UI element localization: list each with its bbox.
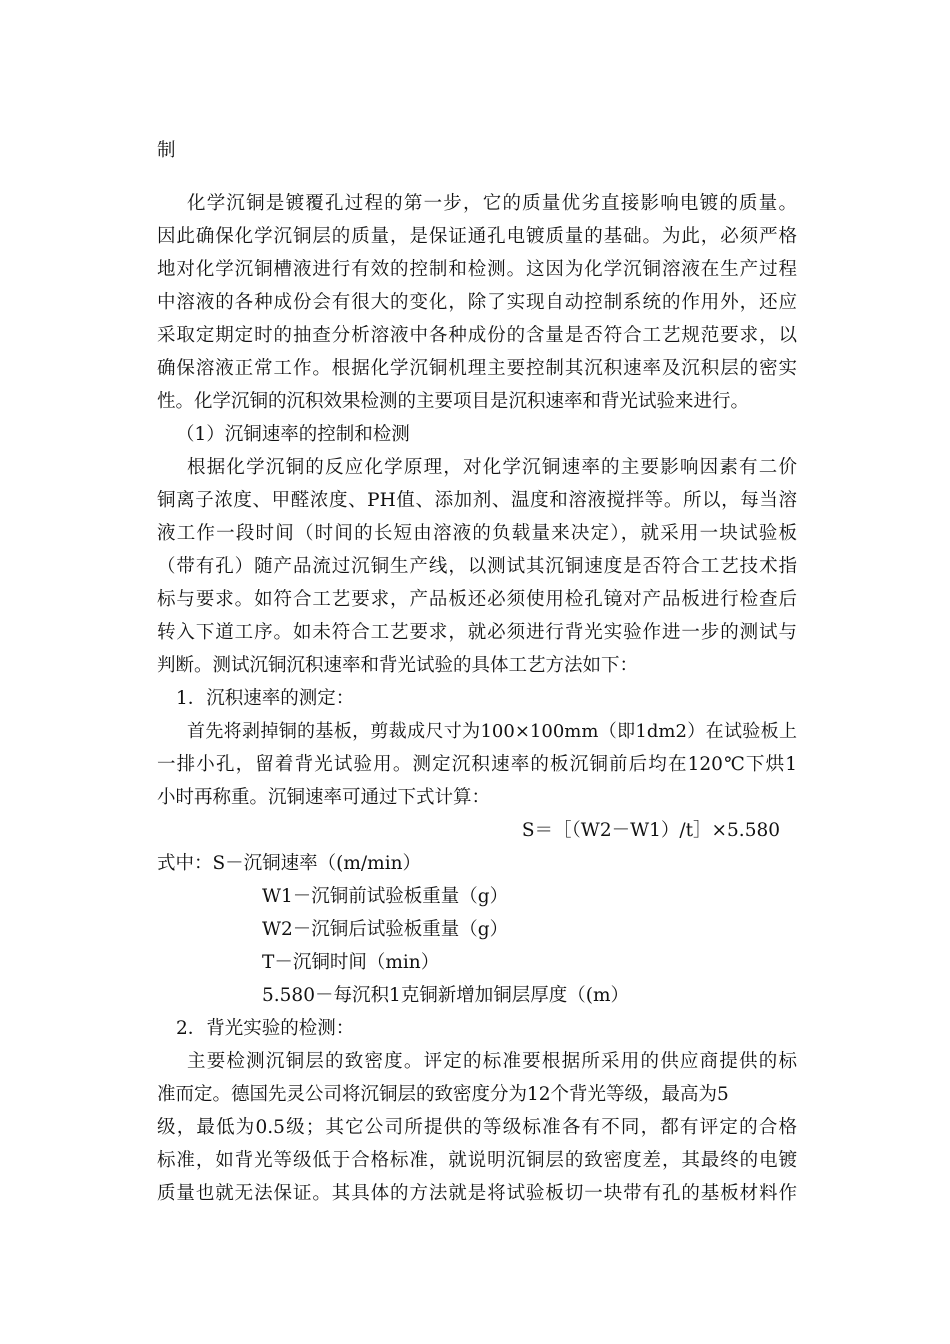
paragraph-line: （带有孔）随产品流过沉铜生产线，以测试其沉铜速度是否符合工艺技术指 [157, 556, 797, 577]
text-fragment: 制 [157, 140, 176, 161]
paragraph-line: 一排小孔，留着背光试验用。测定沉积速率的板沉铜前后均在120℃下烘1 [157, 754, 797, 775]
section-heading: （1）沉铜速率的控制和检测 [176, 424, 410, 445]
paragraph-line: 转入下道工序。如未符合工艺要求，就必须进行背光实验作进一步的测试与 [157, 622, 797, 643]
formula-variable: 5.580－每沉积1克铜新增加铜层厚度（(m） [262, 985, 629, 1006]
paragraph-line: 小时再称重。沉铜速率可通过下式计算： [157, 787, 491, 808]
paragraph-line: 级，最低为0.5级；其它公司所提供的等级标准各有不同，都有评定的合格 [157, 1117, 797, 1138]
section-heading: 1．沉积速率的测定： [176, 688, 355, 709]
paragraph-line: 判断。测试沉铜沉积速率和背光试验的具体工艺方法如下： [157, 655, 639, 676]
paragraph-line: 标准，如背光等级低于合格标准，就说明沉铜层的致密度差，其最终的电镀 [157, 1150, 797, 1171]
paragraph-line: 地对化学沉铜槽液进行有效的控制和检测。这因为化学沉铜溶液在生产过程 [157, 259, 797, 280]
paragraph-line: 因此确保化学沉铜层的质量，是保证通孔电镀质量的基础。为此，必须严格 [157, 226, 797, 247]
paragraph-line: 化学沉铜是镀覆孔过程的第一步，它的质量优劣直接影响电镀的质量。 [187, 193, 797, 214]
formula: S＝［（W2－W1）/t］×5.580 [521, 820, 780, 841]
paragraph-line: 采取定期定时的抽查分析溶液中各种成份的含量是否符合工艺规范要求，以 [157, 325, 797, 346]
paragraph-line: 根据化学沉铜的反应化学原理，对化学沉铜速率的主要影响因素有二价 [187, 457, 797, 478]
paragraph-line: 确保溶液正常工作。根据化学沉铜机理主要控制其沉积速率及沉积层的密实 [157, 358, 797, 379]
formula-where-label: 式中：S－沉铜速率（(m/min） [157, 853, 422, 874]
paragraph-line: 中溶液的各种成份会有很大的变化，除了实现自动控制系统的作用外，还应 [157, 292, 797, 313]
paragraph-line: 性。化学沉铜的沉积效果检测的主要项目是沉积速率和背光试验来进行。 [157, 391, 750, 412]
paragraph-line: 铜离子浓度、甲醛浓度、PH值、添加剂、温度和溶液搅拌等。所以，每当溶 [157, 490, 797, 511]
paragraph-line: 主要检测沉铜层的致密度。评定的标准要根据所采用的供应商提供的标 [187, 1051, 797, 1072]
paragraph-line: 准而定。德国先灵公司将沉铜层的致密度分为12个背光等级，最高为5 [157, 1084, 729, 1105]
formula-variable: W1－沉铜前试验板重量（g） [262, 886, 509, 907]
formula-variable: W2－沉铜后试验板重量（g） [262, 919, 509, 940]
formula-variable: T－沉铜时间（min） [262, 952, 440, 973]
paragraph-line: 标与要求。如符合工艺要求，产品板还必须使用检孔镜对产品板进行检查后 [157, 589, 797, 610]
paragraph-line: 首先将剥掉铜的基板，剪裁成尺寸为100×100mm（即1dm2）在试验板上 [187, 721, 797, 742]
section-heading: 2．背光实验的检测： [176, 1018, 355, 1039]
paragraph-line: 质量也就无法保证。其具体的方法就是将试验板切一块带有孔的基板材料作 [157, 1183, 797, 1204]
paragraph-line: 液工作一段时间（时间的长短由溶液的负载量来决定），就采用一块试验板 [157, 523, 797, 544]
